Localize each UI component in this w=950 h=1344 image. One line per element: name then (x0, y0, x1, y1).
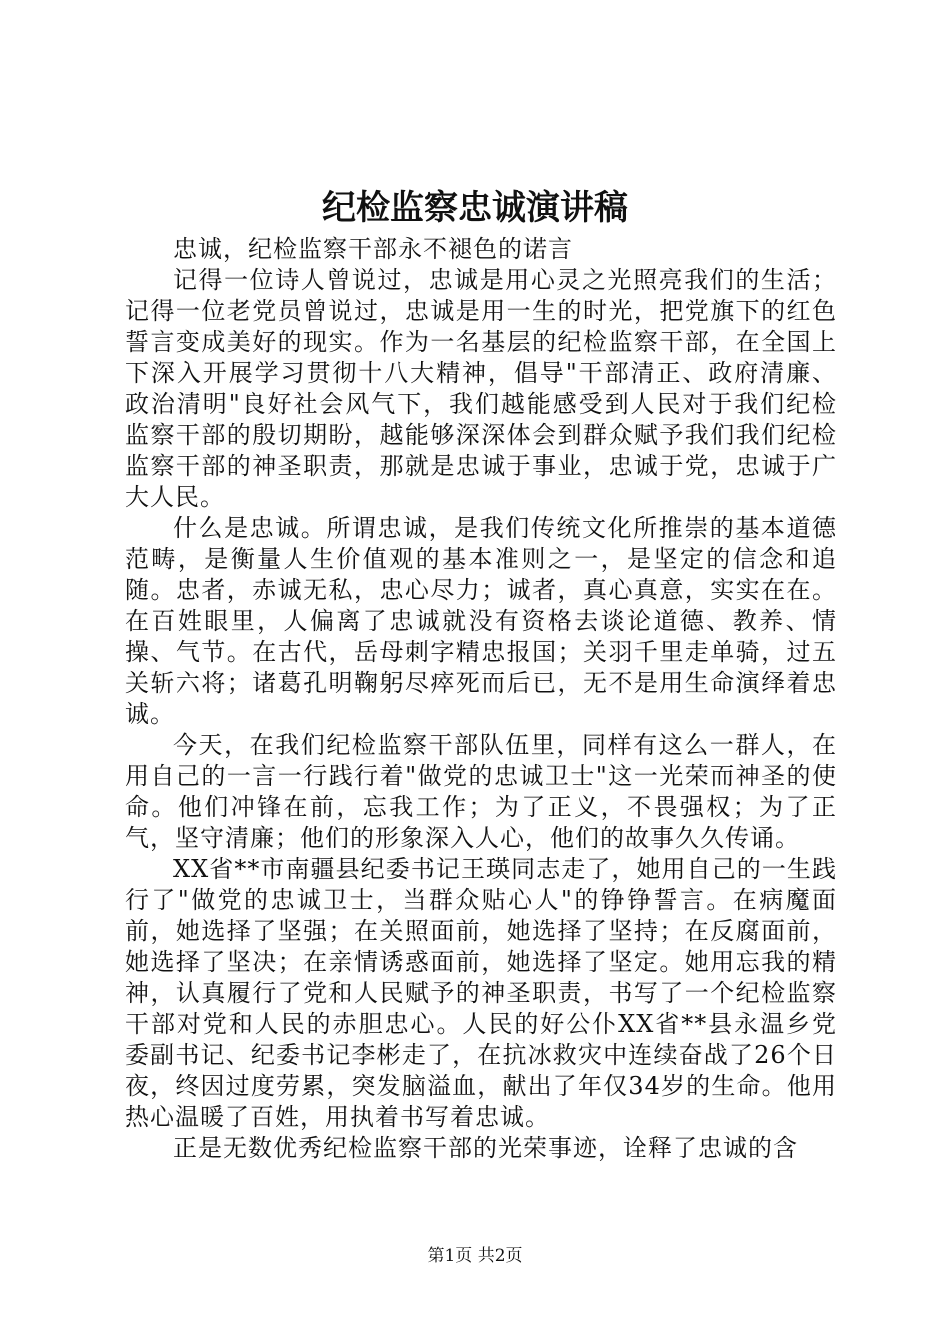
document-title: 纪检监察忠诚演讲稿 (322, 188, 628, 228)
paragraph-4: XX省**市南疆县纪委书记王瑛同志走了，她用自己的一生践行了"做党的忠诚卫士，当群众贴心人"的铮铮誓言。在病魔面前，她选择了坚强；在关照面前，她选择了坚持；在反腐面前，她选择了坚决；在亲情诱惑面前，她选择了坚定。她用忘我的精神，认真履行了党和人民赋予的神圣职责，书写了一个纪检监察干部对党和人民的赤胆忠心。人民的好公仆XX省**县永温乡党委副书记、纪委书记李彬走了，在抗冰救灾中连续奋战了26个日夜，终因过度劳累，突发脑溢血，献出了年仅34岁的生命。他用热心温暖了百姓，用执着书写着忠诚。 (125, 855, 837, 1131)
page-number-footer: 第1页 共2页 (427, 1246, 523, 1266)
paragraph-subtitle: 忠诚，纪检监察干部永不褪色的诺言 (173, 235, 573, 263)
paragraph-2: 什么是忠诚。所谓忠诚，是我们传统文化所推崇的基本道德范畴，是衡量人生价值观的基本准则之一，是坚定的信念和追随。忠者，赤诚无私，忠心尽力；诚者，真心真意，实实在在。在百姓眼里，人偏离了忠诚就没有资格去谈论道德、教养、情操、气节。在古代，岳母刺字精忠报国；关羽千里走单骑，过五关斩六将；诸葛孔明鞠躬尽瘁死而后已，无不是用生命演绎着忠诚。 (125, 514, 837, 728)
paragraph-3: 今天，在我们纪检监察干部队伍里，同样有这么一群人，在用自己的一言一行践行着"做党的忠诚卫士"这一光荣而神圣的使命。他们冲锋在前，忘我工作；为了正义，不畏强权；为了正气，坚守清廉；他们的形象深入人心，他们的故事久久传诵。 (125, 731, 837, 852)
paragraph-5: 正是无数优秀纪检监察干部的光荣事迹，诠释了忠诚的含 (173, 1134, 798, 1162)
document-body (125, 234, 837, 1164)
paragraph-1: 记得一位诗人曾说过，忠诚是用心灵之光照亮我们的生活；记得一位老党员曾说过，忠诚是用一生的时光，把党旗下的红色誓言变成美好的现实。作为一名基层的纪检监察干部，在全国上下深入开展学习贯彻十八大精神，倡导"干部清正、政府清廉、政治清明"良好社会风气下，我们越能感受到人民对于我们纪检监察干部的殷切期盼，越能够深深体会到群众赋予我们我们纪检监察干部的神圣职责，那就是忠诚于事业，忠诚于党，忠诚于广大人民。 (125, 266, 837, 511)
